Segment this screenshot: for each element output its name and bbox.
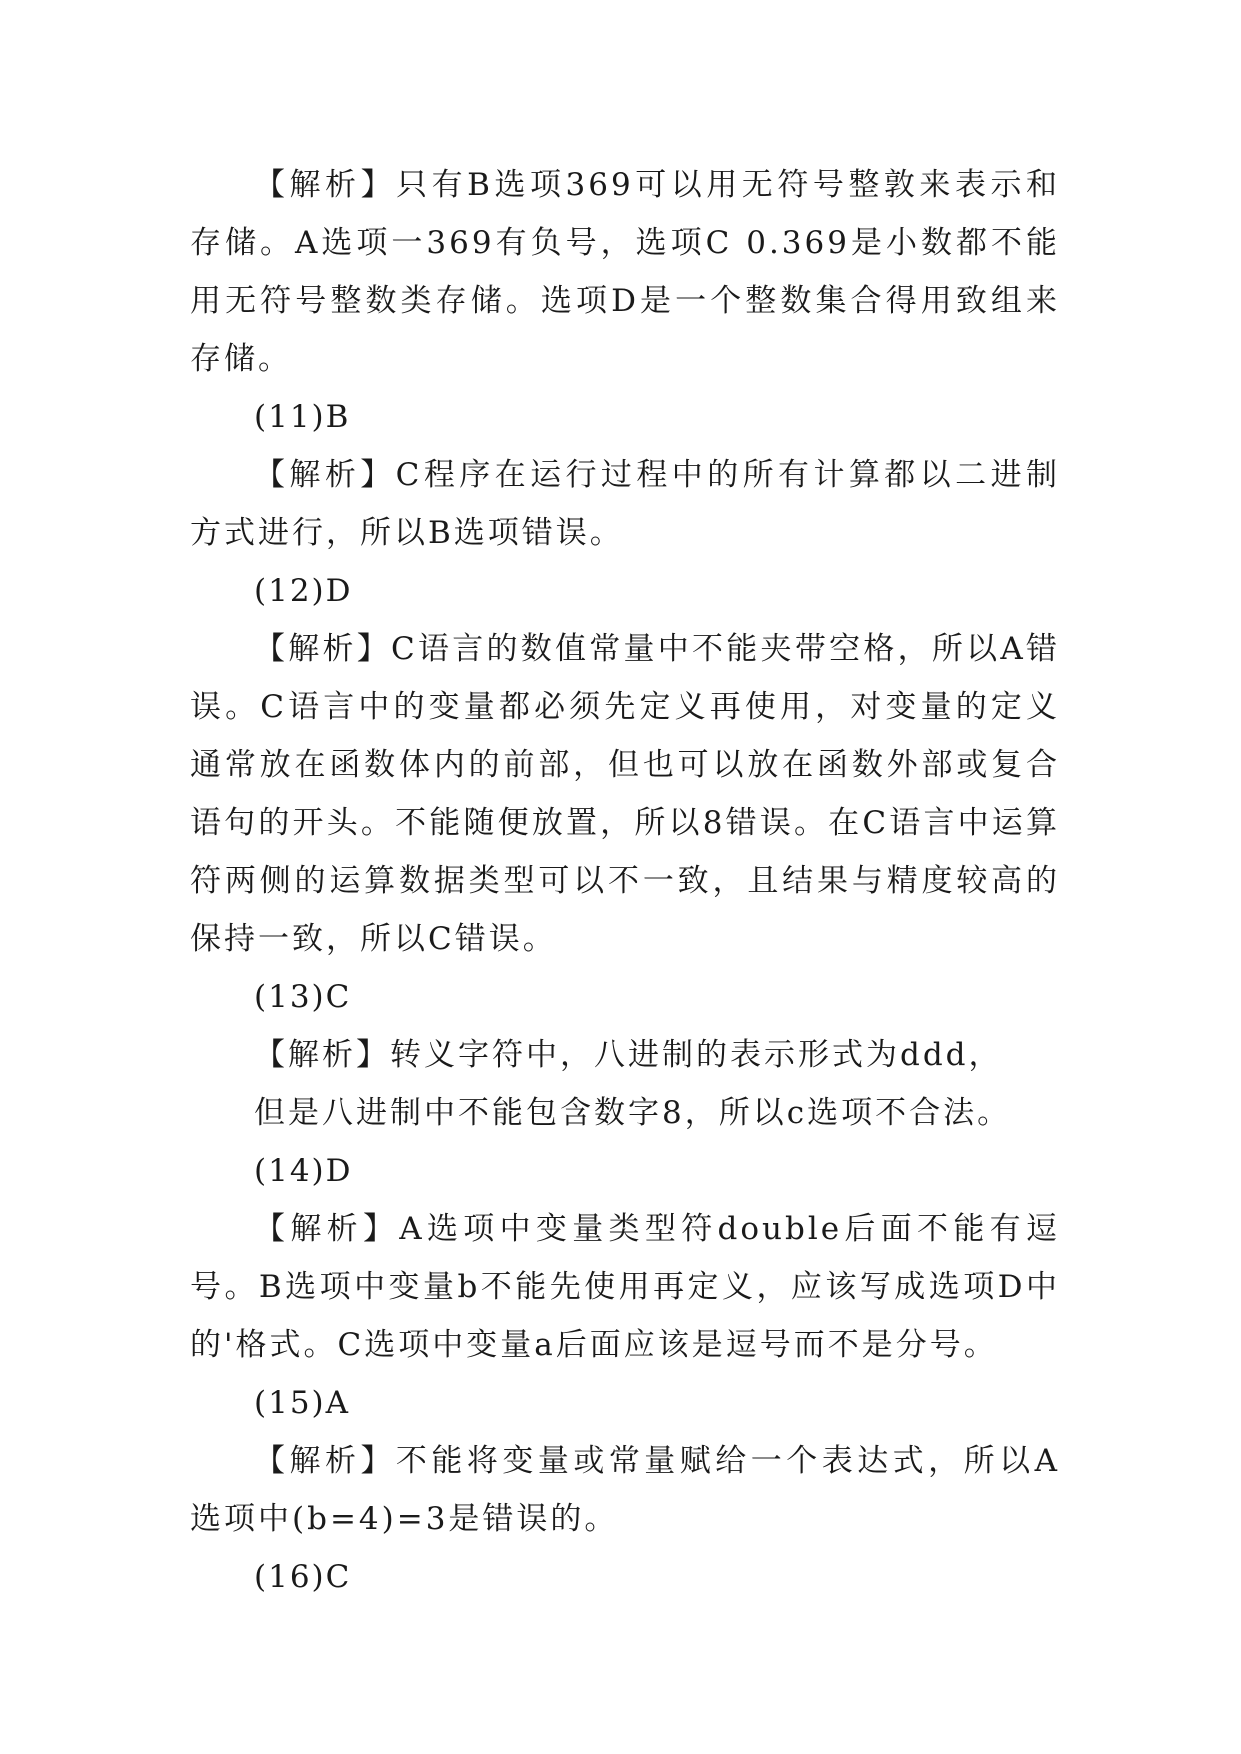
- answer-label: (16)C: [254, 1559, 352, 1595]
- explanation-paragraph: 【解析】只有B选项369可以用无符号整敦来表示和存储。A选项一369有负号，选项C 0.369是小数都不能用无符号整数类存储。选项D是一个整数集合得用致组来存储。: [190, 167, 1060, 377]
- explanation-paragraph: 【解析】C语言的数值常量中不能夹带空格，所以A错误。C语言中的变量都必须先定义再使用，对变量的定义通常放在函数体内的前部，但也可以放在函数外部或复合语句的开头。不能随便放置，所以8错误。在C语言中运算符两侧的运算数据类型可以不一致，且结果与精度较高的保持一致，所以C错误。: [190, 631, 1060, 957]
- answer-label: (13)C: [254, 979, 352, 1015]
- explanation-paragraph: 【解析】A选项中变量类型符double后面不能有逗号。B选项中变量b不能先使用再定义，应该写成选项D中的'格式。C选项中变量a后面应该是逗号而不是分号。: [190, 1211, 1060, 1363]
- answer-label: (12)D: [254, 573, 353, 609]
- document-body: [190, 156, 1060, 1606]
- explanation-continuation: 但是八进制中不能包含数字8，所以c选项不合法。: [254, 1095, 1012, 1131]
- answer-label: (14)D: [254, 1153, 353, 1189]
- explanation-paragraph: 【解析】不能将变量或常量赋给一个表达式，所以A选项中(b=4)=3是错误的。: [190, 1443, 1060, 1537]
- answer-label: (15)A: [254, 1385, 351, 1421]
- explanation-paragraph: 【解析】C程序在运行过程中的所有计算都以二进制方式进行，所以B选项错误。: [190, 457, 1060, 551]
- explanation-paragraph: 【解析】转义字符中，八进制的表示形式为ddd，: [254, 1037, 1003, 1073]
- answer-label: (11)B: [254, 399, 351, 435]
